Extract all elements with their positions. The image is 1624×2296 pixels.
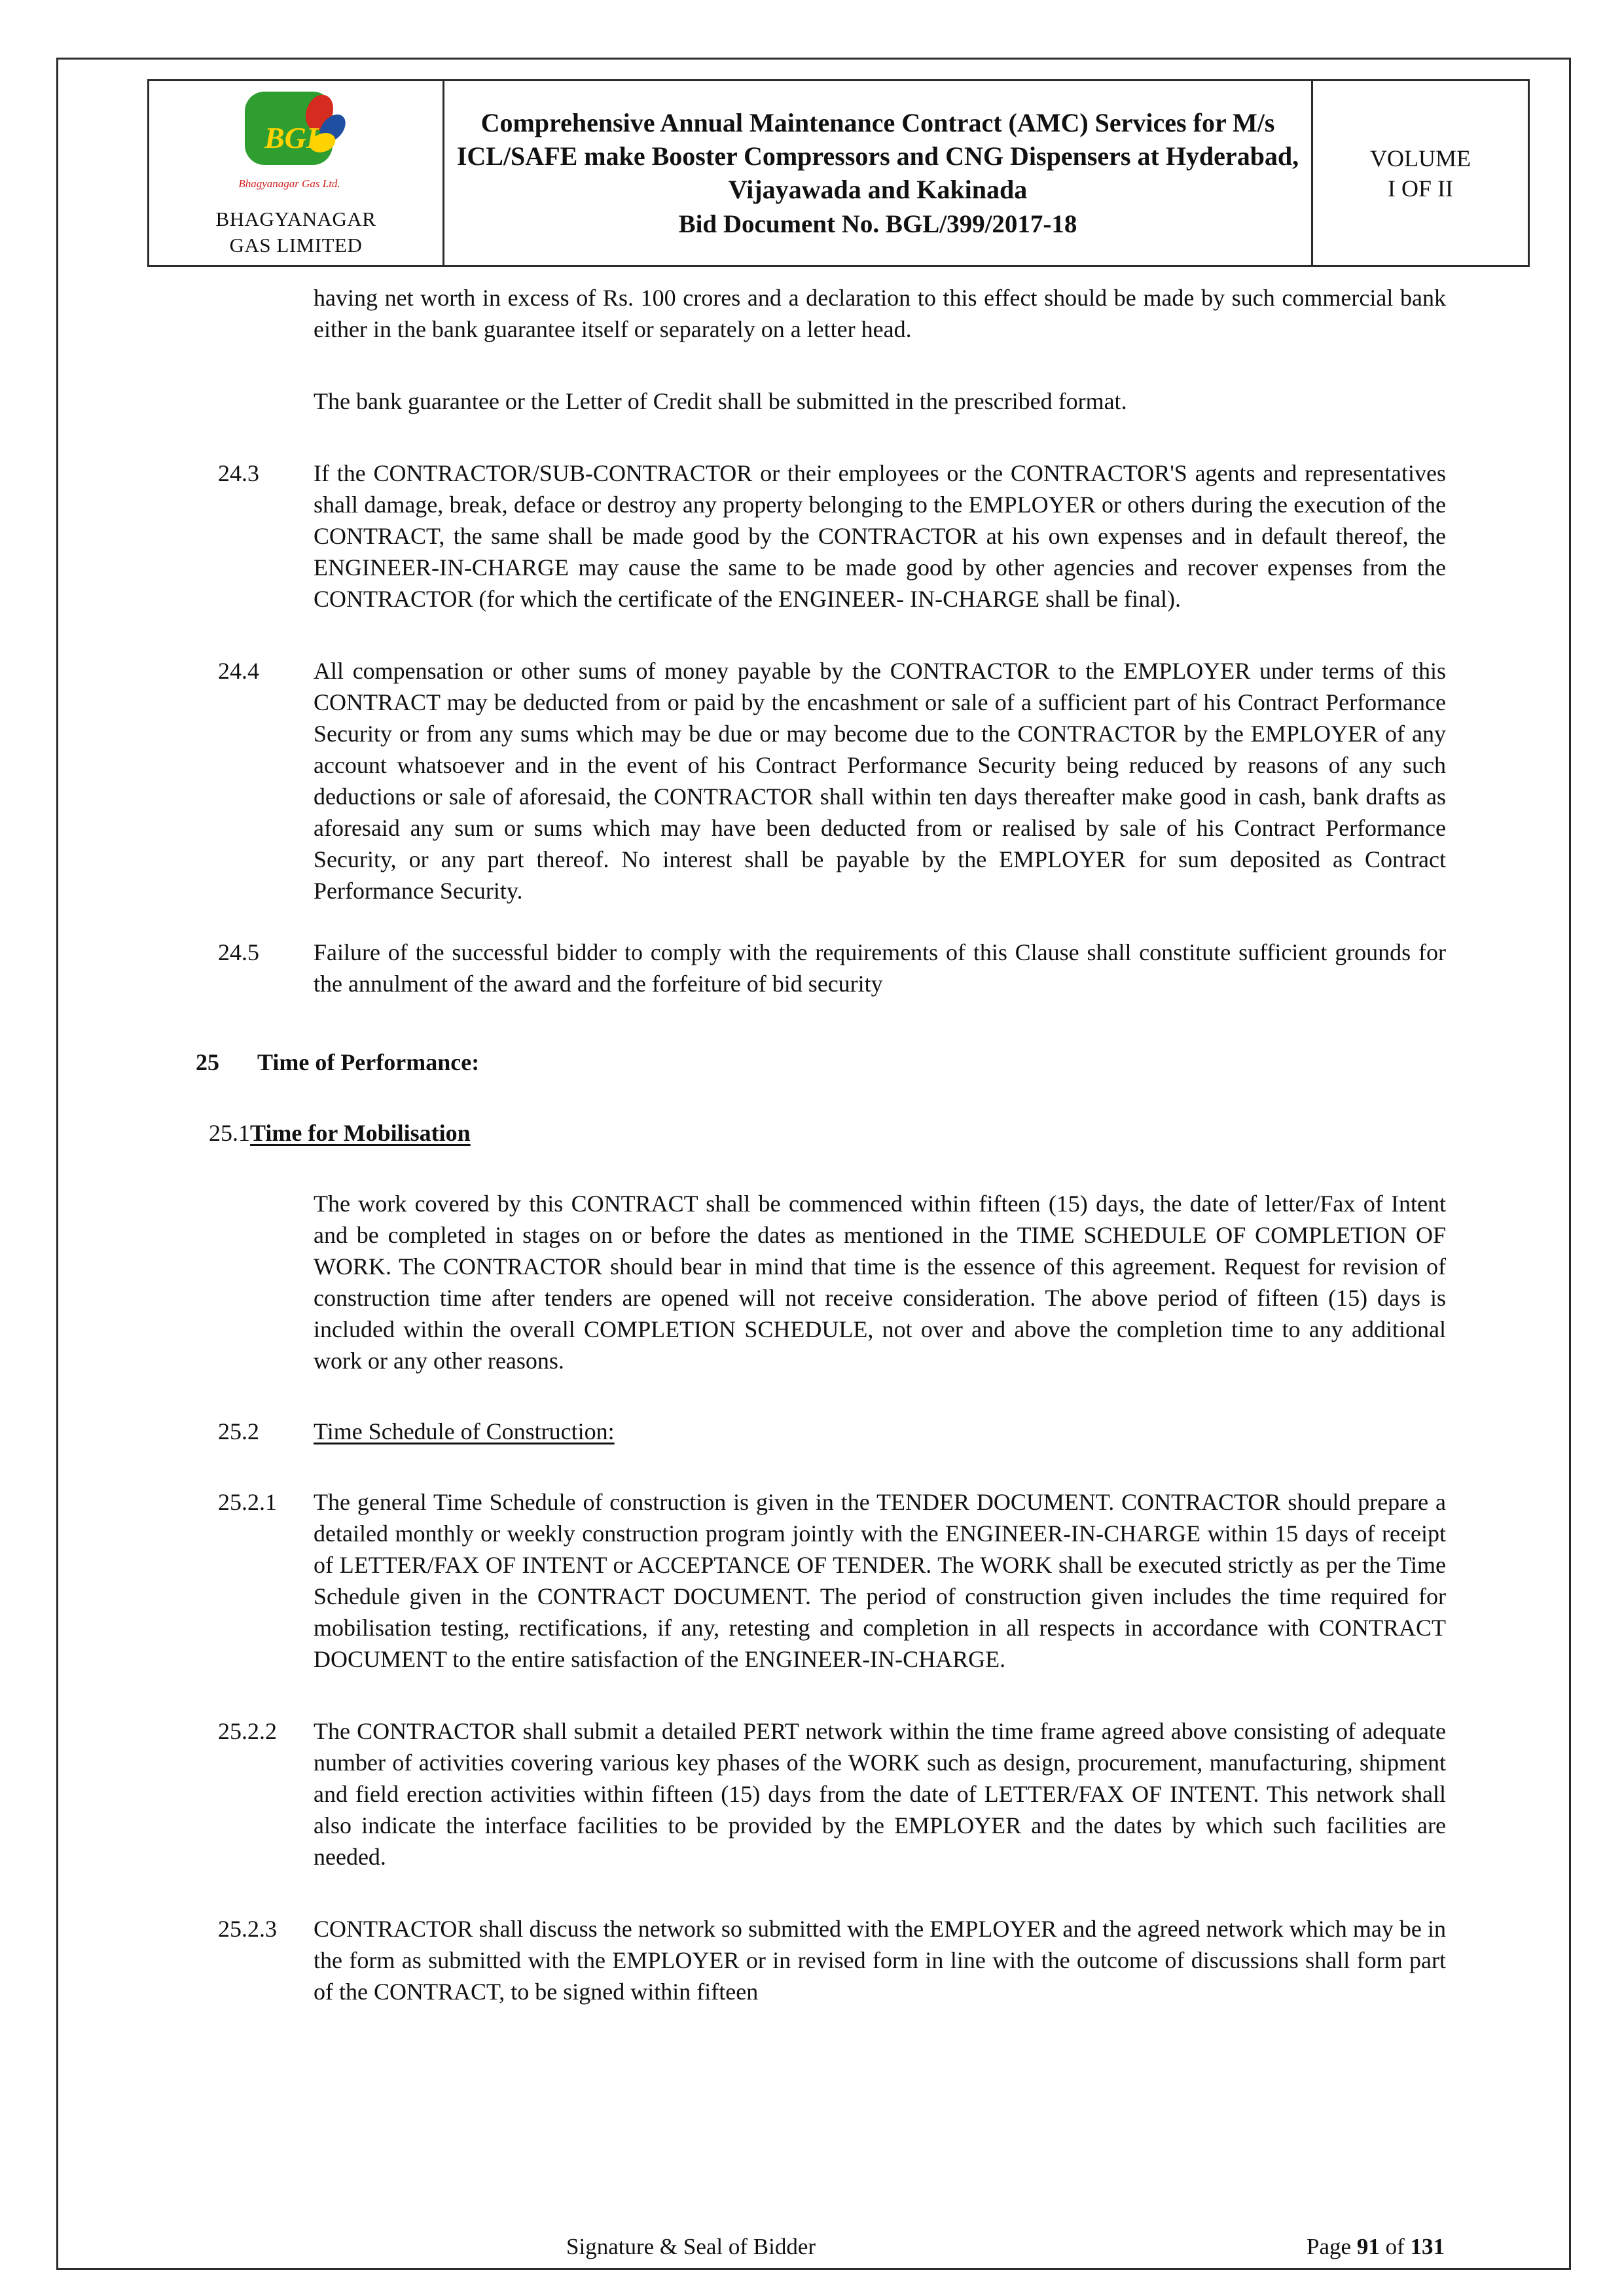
- page-label: Page: [1307, 2234, 1352, 2259]
- paragraph-text: having net worth in excess of Rs. 100 crores and a declaration to this effect should be made by such commercial bank either in the bank guarantee itself or separately on a letter head.: [314, 285, 1446, 342]
- clause-row: [218, 1715, 1446, 1873]
- intro-paragraph-row: [218, 282, 1446, 345]
- section-title: Time of Performance:: [257, 1049, 480, 1075]
- clause-number: 25.2.2: [218, 1718, 277, 1744]
- section-heading-row: [218, 1416, 1446, 1447]
- bgl-logo: [236, 88, 357, 204]
- clause-number-spacer: [218, 282, 314, 345]
- org-name-line1: BHAGYANAGAR: [215, 207, 376, 230]
- clause-text: All compensation or other sums of money payable by the CONTRACTOR to the EMPLOYER under terms of this CONTRACT may be deducted from or paid by the encashment or sale of a sufficient part of his Contract Performance Security or from any sums which may be due or may become due to the CONTRACTOR by the EMPLOYER of any account whatsoever and in the event of his Contract Performance Security being reduced by reasons of any such deductions or sale of aforesaid, the CONTRACTOR shall within ten days thereafter make good in cash, bank drafts as aforesaid any sum or sums which may have been deducted from or realised by sale of his Contract Performance Security, or any part thereof. No interest shall be payable by the EMPLOYER for sum deposited as Contract Performance Security.: [314, 658, 1446, 904]
- paragraph-text: The work covered by this CONTRACT shall be commenced within fifteen (15) days, the date of letter/Fax of Intent and be completed in stages on or before the dates as mentioned in the TIME SCHEDULE OF COMPLETION OF WORK. The CONTRACTOR should bear in mind that time is the essence of this agreement. Request for revision of construction time after tenders are opened will not receive consideration. The above period of fifteen (15) days is included within the overall COMPLETION SCHEDULE, not over and above the completion time to any additional work or any other reasons.: [314, 1191, 1446, 1374]
- clause-row: [218, 655, 1446, 906]
- bgl-logo-graphic: [236, 88, 357, 200]
- doc-title-cell: [444, 81, 1312, 266]
- clause-number: 24.5: [218, 939, 259, 965]
- clause-number: 25.2.3: [218, 1916, 277, 1942]
- clause-text: If the CONTRACTOR/SUB-CONTRACTOR or their employees or the CONTRACTOR'S agents and representatives shall damage, break, deface or destroy any property belonging to the EMPLOYER or others during the execution of the CONTRACT, the same shall be made good by the CONTRACTOR at his own expenses and in default thereof, the ENGINEER-IN-CHARGE may cause the same to be made good by other agencies and recover expenses from the CONTRACTOR (for which the certificate of the ENGINEER- IN-CHARGE shall be final).: [314, 460, 1446, 612]
- section-number: 25.2: [218, 1418, 259, 1444]
- clause-number: 24.4: [218, 658, 259, 684]
- volume-cell: [1312, 81, 1529, 266]
- section-number: 25: [196, 1049, 219, 1075]
- paragraph-text: The bank guarantee or the Letter of Credit shall be submitted in the prescribed format.: [314, 388, 1127, 414]
- clause-number: 24.3: [218, 460, 259, 486]
- page-footer: [58, 2233, 1569, 2264]
- volume-line1: VOLUME: [1370, 145, 1471, 171]
- document-title: Comprehensive Annual Maintenance Contract (AMC) Services for M/s ICL/SAFE make Booster Compressors and CNG Dispensers at Hyderabad, Vijayawada and Kakinada: [456, 108, 1299, 204]
- section-title: Time for Mobilisation: [250, 1120, 471, 1146]
- of-label: of: [1385, 2234, 1405, 2259]
- clause-row: [218, 1913, 1446, 2007]
- section-title: Time Schedule of Construction:: [314, 1418, 615, 1444]
- section-heading-row: [209, 1117, 1446, 1149]
- paragraph-row: [218, 1188, 1446, 1376]
- clause-row: [218, 457, 1446, 615]
- bid-document-number: Bid Document No. BGL/399/2017-18: [678, 210, 1077, 238]
- volume-label: [1325, 143, 1516, 204]
- logo-cell: [149, 81, 444, 266]
- section-heading-row: [196, 1047, 1446, 1078]
- clause-number-spacer: [218, 386, 314, 417]
- org-name-line2: GAS LIMITED: [229, 234, 363, 257]
- page-border: [56, 58, 1571, 2270]
- page-total: 131: [1410, 2234, 1445, 2259]
- volume-line2: I OF II: [1388, 175, 1453, 202]
- section-number: 25.1: [209, 1120, 250, 1146]
- clause-text: The CONTRACTOR shall submit a detailed PERT network within the time frame agreed above consisting of adequate number of activities covering various key phases of the WORK such as design, procurement, manufacturing, shipment and field erection activities within fifteen (15) days from the date of LETTER/FAX OF INTENT. This network shall also indicate the interface facilities to be provided by the EMPLOYER and the dates by which such facilities are needed.: [314, 1718, 1446, 1870]
- document-body: [196, 282, 1446, 2007]
- clause-text: Failure of the successful bidder to comply with the requirements of this Clause shall constitute sufficient grounds for the annulment of the award and the forfeiture of bid security: [314, 939, 1446, 997]
- clause-row: [218, 937, 1446, 999]
- clause-number: 25.2.1: [218, 1489, 277, 1515]
- clause-text: The general Time Schedule of construction is given in the TENDER DOCUMENT. CONTRACTOR should prepare a detailed monthly or weekly construction program jointly with the ENGINEER-IN-CHARGE within 15 days of receipt of LETTER/FAX OF INTENT or ACCEPTANCE OF TENDER. The WORK shall be executed strictly as per the Time Schedule given in the CONTRACT DOCUMENT. The period of construction given includes the time required for mobilisation testing, rectifications, if any, retesting and completion in all respects in accordance with CONTRACT DOCUMENT to the entire satisfaction of the ENGINEER-IN-CHARGE.: [314, 1489, 1446, 1672]
- header-table: [147, 79, 1530, 267]
- clause-number-spacer: [218, 1188, 314, 1376]
- intro-paragraph-row: [218, 386, 1446, 417]
- logo-caption-text: Bhagyanagar Gas Ltd.: [238, 177, 340, 190]
- clause-row: [218, 1486, 1446, 1675]
- clause-text: CONTRACTOR shall discuss the network so submitted with the EMPLOYER and the agreed network which may be in the form as submitted with the EMPLOYER or in revised form in line with the outcome of discussions shall form part of the CONTRACT, to be signed within fifteen: [314, 1916, 1446, 2005]
- org-name: [161, 206, 431, 259]
- page-current: 91: [1356, 2234, 1380, 2259]
- signature-label: Signature & Seal of Bidder: [566, 2234, 816, 2259]
- page-number: [1307, 2233, 1445, 2261]
- logo-acronym-text: BGL: [264, 121, 325, 154]
